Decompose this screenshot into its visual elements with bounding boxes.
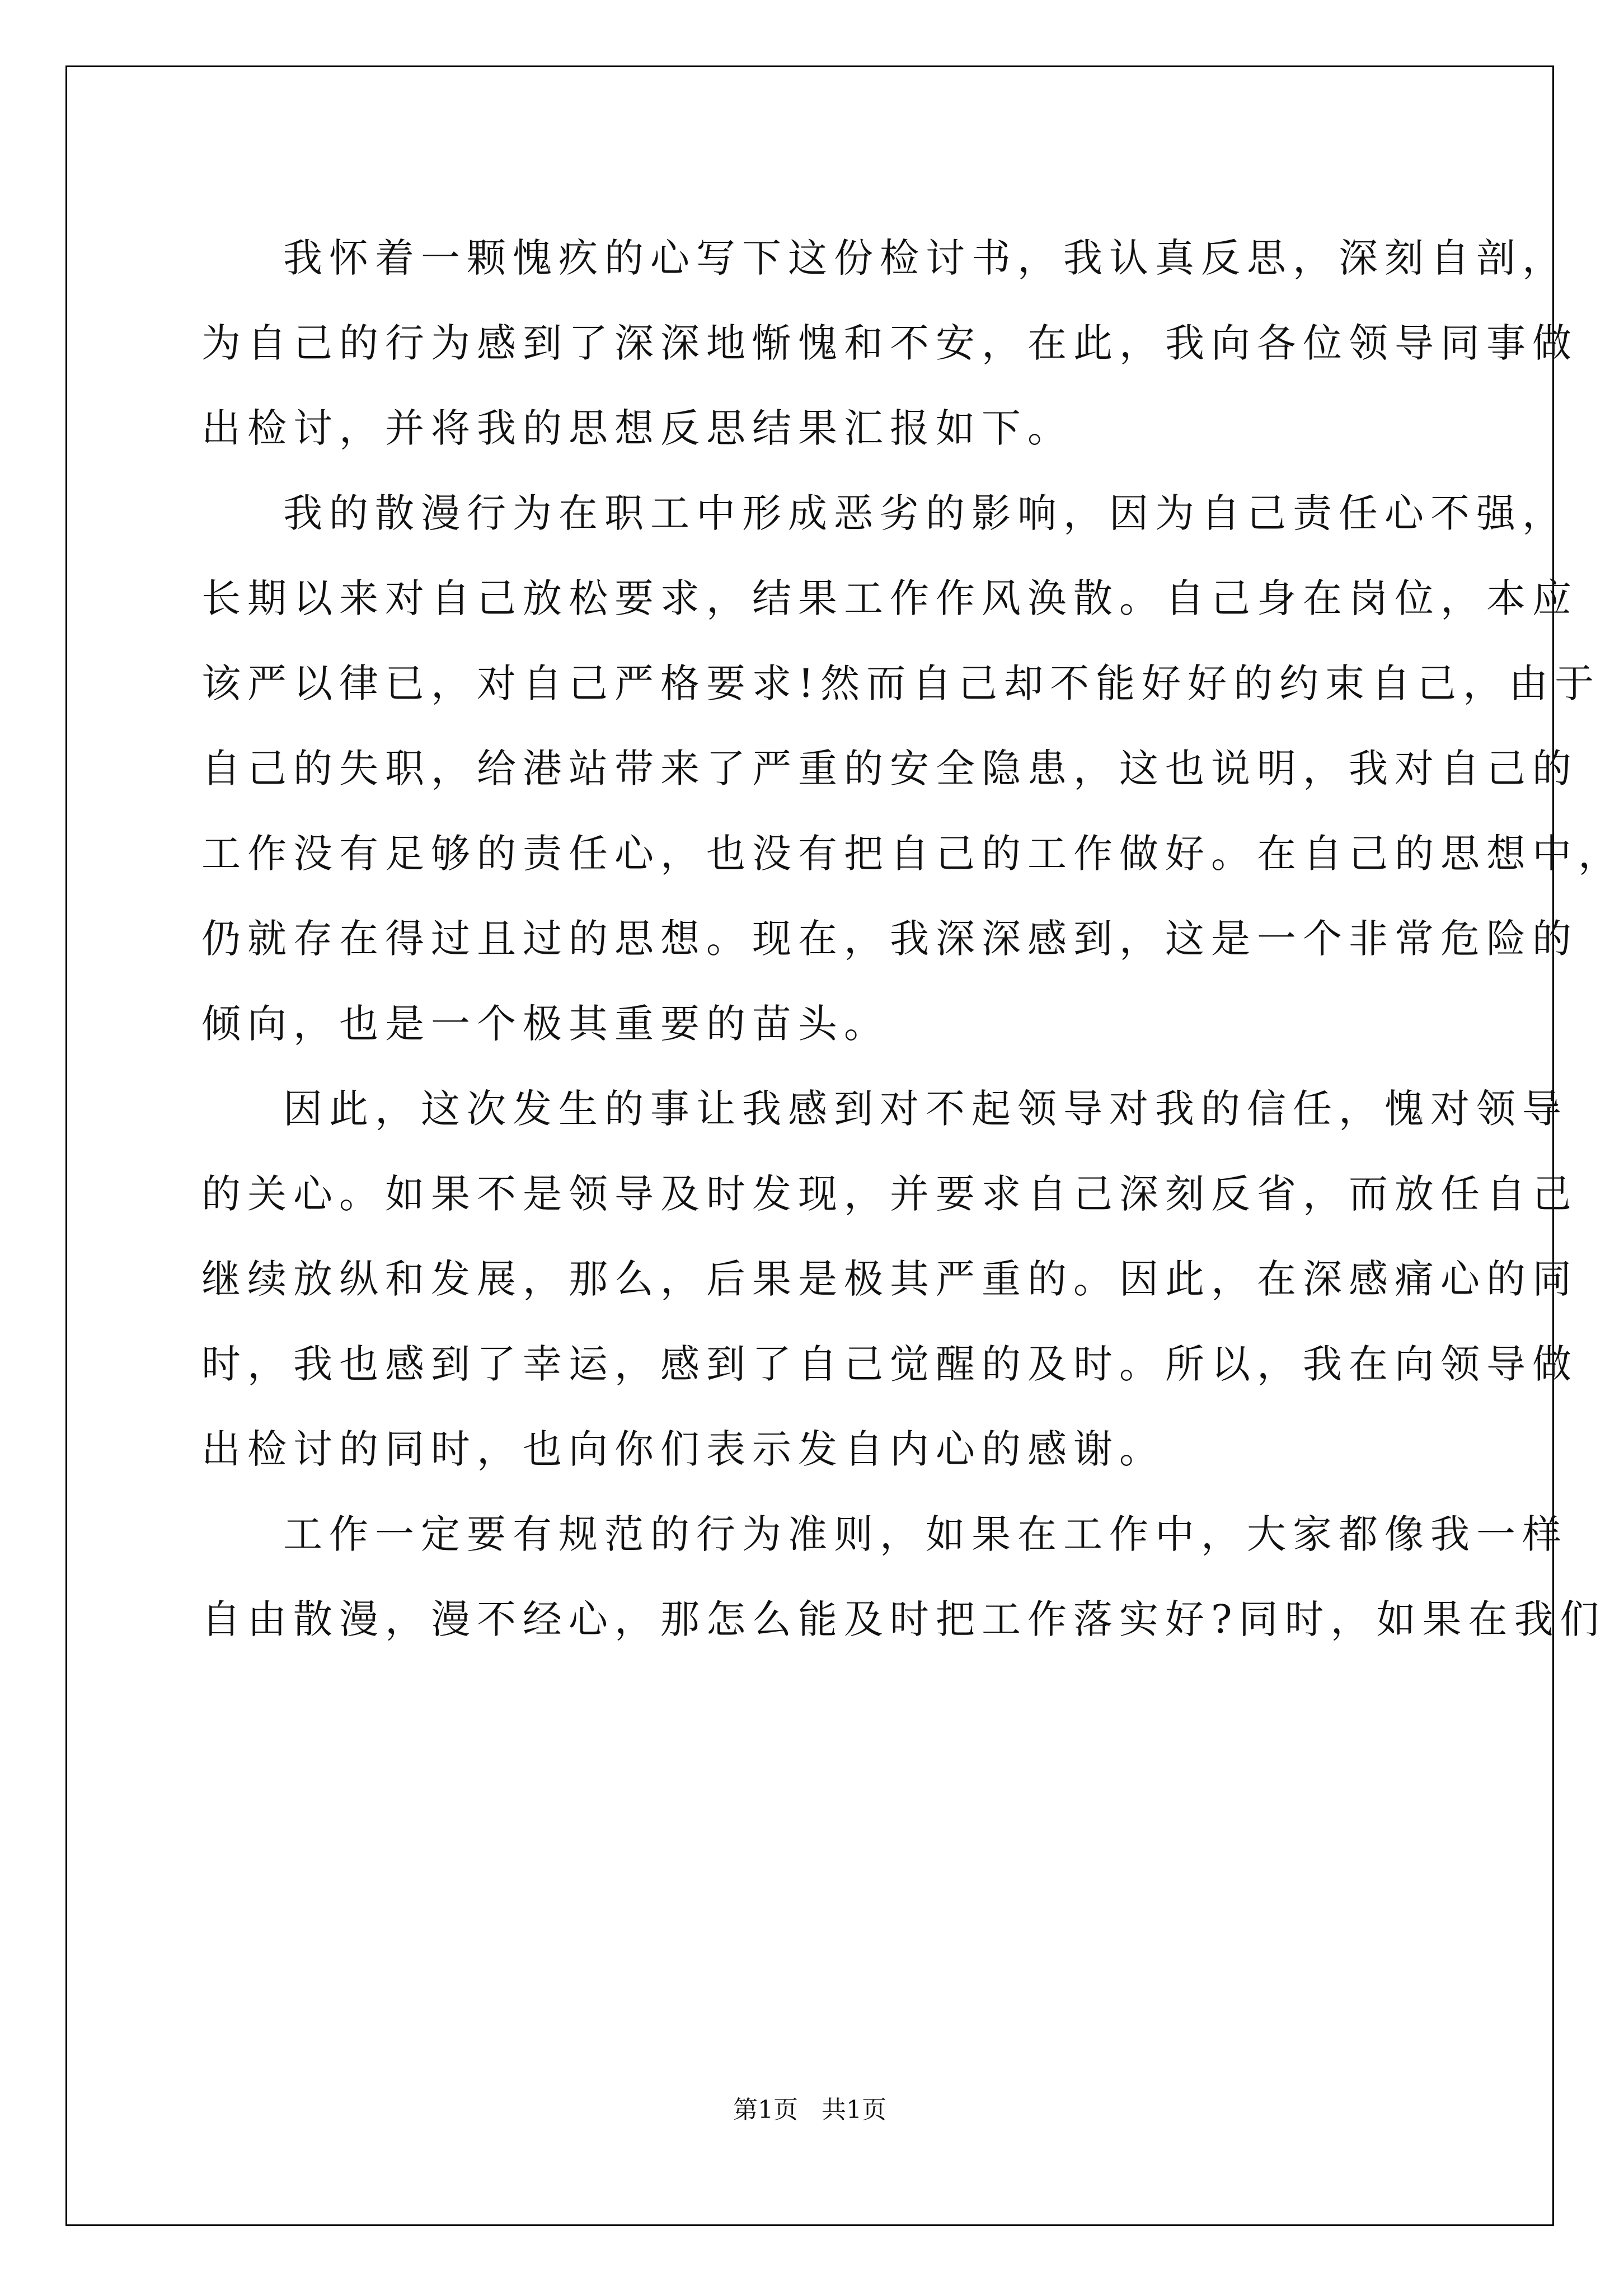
text-line: 仍就存在得过且过的思想。现在，我深深感到，这是一个非常危险的 xyxy=(201,916,1578,962)
text-line: 自己的失职，给港站带来了严重的安全隐患，这也说明，我对自己的 xyxy=(201,746,1578,791)
text-line: 因此，这次发生的事让我感到对不起领导对我的信任，愧对领导 xyxy=(283,1086,1568,1132)
text-line: 我怀着一颗愧疚的心写下这份检讨书，我认真反思，深刻自剖， xyxy=(283,235,1568,281)
document-body xyxy=(201,215,1624,1662)
text-line: 时，我也感到了幸运，感到了自己觉醒的及时。所以，我在向领导做 xyxy=(201,1341,1578,1387)
text-line: 出检讨的同时，也向你们表示发自内心的感谢。 xyxy=(201,1426,1165,1472)
text-line: 该严以律已，对自己严格要求!然而自己却不能好好的约束自己，由于 xyxy=(201,660,1601,706)
text-line: 继续放纵和发展，那么，后果是极其严重的。因此，在深感痛心的同 xyxy=(201,1256,1578,1302)
text-line: 工作没有足够的责任心，也没有把自己的工作做好。在自己的思想中， xyxy=(201,831,1624,877)
text-line: 长期以来对自己放松要求，结果工作作风涣散。自己身在岗位，本应 xyxy=(201,575,1578,621)
text-line: 自由散漫，漫不经心，那怎么能及时把工作落实好?同时，如果在我们 xyxy=(201,1596,1606,1642)
text-line: 工作一定要有规范的行为准则，如果在工作中，大家都像我一样 xyxy=(283,1511,1568,1557)
text-line: 出检讨，并将我的思想反思结果汇报如下。 xyxy=(201,405,1073,451)
text-line: 的关心。如果不是领导及时发现，并要求自己深刻反省，而放任自己 xyxy=(201,1171,1578,1217)
text-line: 我的散漫行为在职工中形成恶劣的影响，因为自己责任心不强， xyxy=(283,490,1568,536)
page-footer: 第1页 共1页 xyxy=(733,2096,886,2124)
text-line: 为自己的行为感到了深深地惭愧和不安，在此，我向各位领导同事做 xyxy=(201,320,1578,366)
text-line: 倾向，也是一个极其重要的苗头。 xyxy=(201,1001,890,1047)
